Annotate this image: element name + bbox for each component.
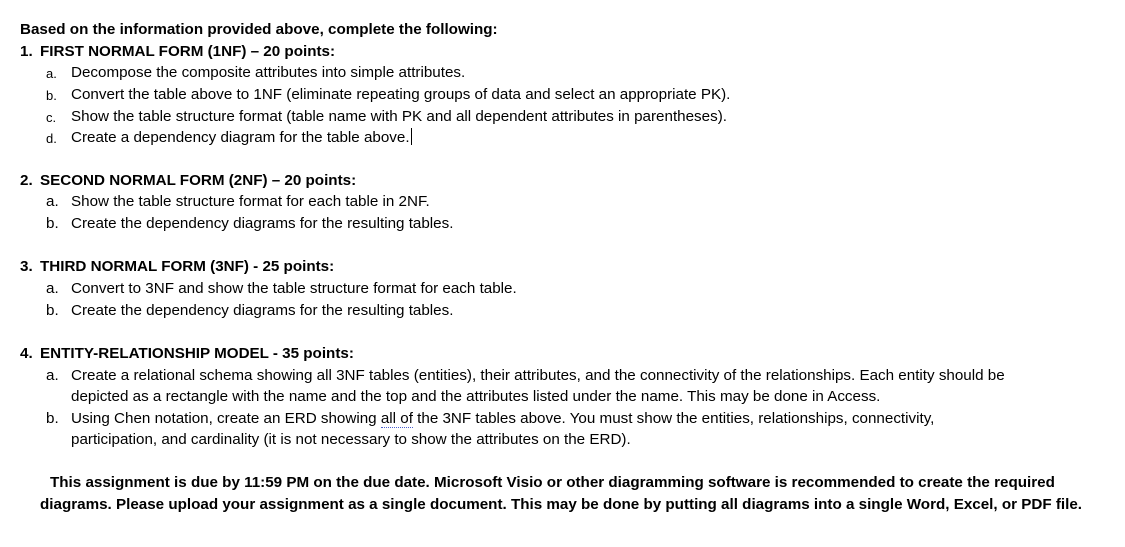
- footer-line-2: diagrams. Please upload your assignment as a single document. This may be done by putting all diagrams into a single Word, Excel, or PDF file.: [40, 496, 1082, 513]
- section-1-item-b-text: Convert the table above to 1NF (eliminate repeating groups of data and select an appropriate PK).: [71, 86, 731, 103]
- section-1-item-d-letter: d.: [46, 131, 57, 146]
- section-2-item-b-letter: b.: [46, 215, 59, 232]
- section-2-number: 2.: [20, 172, 33, 189]
- section-1-item-b-letter: b.: [46, 88, 57, 103]
- section-1-title: FIRST NORMAL FORM (1NF) – 20 points:: [40, 43, 336, 60]
- section-4-item-a-line1: Create a relational schema showing all 3NF tables (entities), their attributes, and the connectivity of the relationships. Each entity should be: [71, 367, 1005, 384]
- text-cursor: [411, 128, 412, 145]
- section-2-item-b-text: Create the dependency diagrams for the resulting tables.: [71, 215, 454, 232]
- section-4-number: 4.: [20, 345, 33, 362]
- section-1-item-c-text: Show the table structure format (table name with PK and all dependent attributes in parentheses).: [71, 108, 727, 125]
- section-1-item-a-text: Decompose the composite attributes into simple attributes.: [71, 64, 466, 81]
- section-3-item-a-letter: a.: [46, 280, 59, 297]
- intro-text: Based on the information provided above, complete the following:: [20, 21, 498, 38]
- section-3-number: 3.: [20, 258, 33, 275]
- grammar-flag-underline[interactable]: all of: [380, 410, 413, 427]
- section-4-item-b-line1-pre: Using Chen notation, create an ERD showing: [71, 410, 381, 427]
- section-1-item-c-letter: c.: [46, 110, 57, 125]
- section-4-title: ENTITY-RELATIONSHIP MODEL - 35 points:: [40, 345, 354, 362]
- section-3-item-a-text: Convert to 3NF and show the table structure format for each table.: [71, 280, 517, 297]
- section-2-item-a-letter: a.: [46, 193, 59, 210]
- section-3-item-b-letter: b.: [46, 302, 59, 319]
- section-4-item-b-line1: [71, 409, 934, 429]
- section-1-item-a-letter: a.: [46, 66, 57, 81]
- section-3-title: THIRD NORMAL FORM (3NF) - 25 points:: [40, 258, 335, 275]
- section-4-item-b-line2: participation, and cardinality (it is not necessary to show the attributes on the ERD).: [71, 431, 631, 448]
- section-4-item-a-line2: depicted as a rectangle with the name and the top and the attributes listed under the name. This may be done in Access.: [71, 388, 881, 405]
- section-2-item-a-text: Show the table structure format for each table in 2NF.: [71, 193, 430, 210]
- section-3-item-b-text: Create the dependency diagrams for the resulting tables.: [71, 302, 454, 319]
- section-4-item-b-letter: b.: [46, 410, 59, 427]
- section-1-item-d-text: Create a dependency diagram for the table above.: [71, 129, 410, 146]
- section-1-number: 1.: [20, 43, 33, 60]
- section-4-item-b-line1-post: the 3NF tables above. You must show the entities, relationships, connectivity,: [412, 410, 935, 427]
- footer-line-1: This assignment is due by 11:59 PM on the due date. Microsoft Visio or other diagramming software is recommended to create the required: [50, 474, 1055, 491]
- section-1-item-d-line[interactable]: [71, 128, 412, 148]
- section-4-item-a-letter: a.: [46, 367, 59, 384]
- section-2-title: SECOND NORMAL FORM (2NF) – 20 points:: [40, 172, 357, 189]
